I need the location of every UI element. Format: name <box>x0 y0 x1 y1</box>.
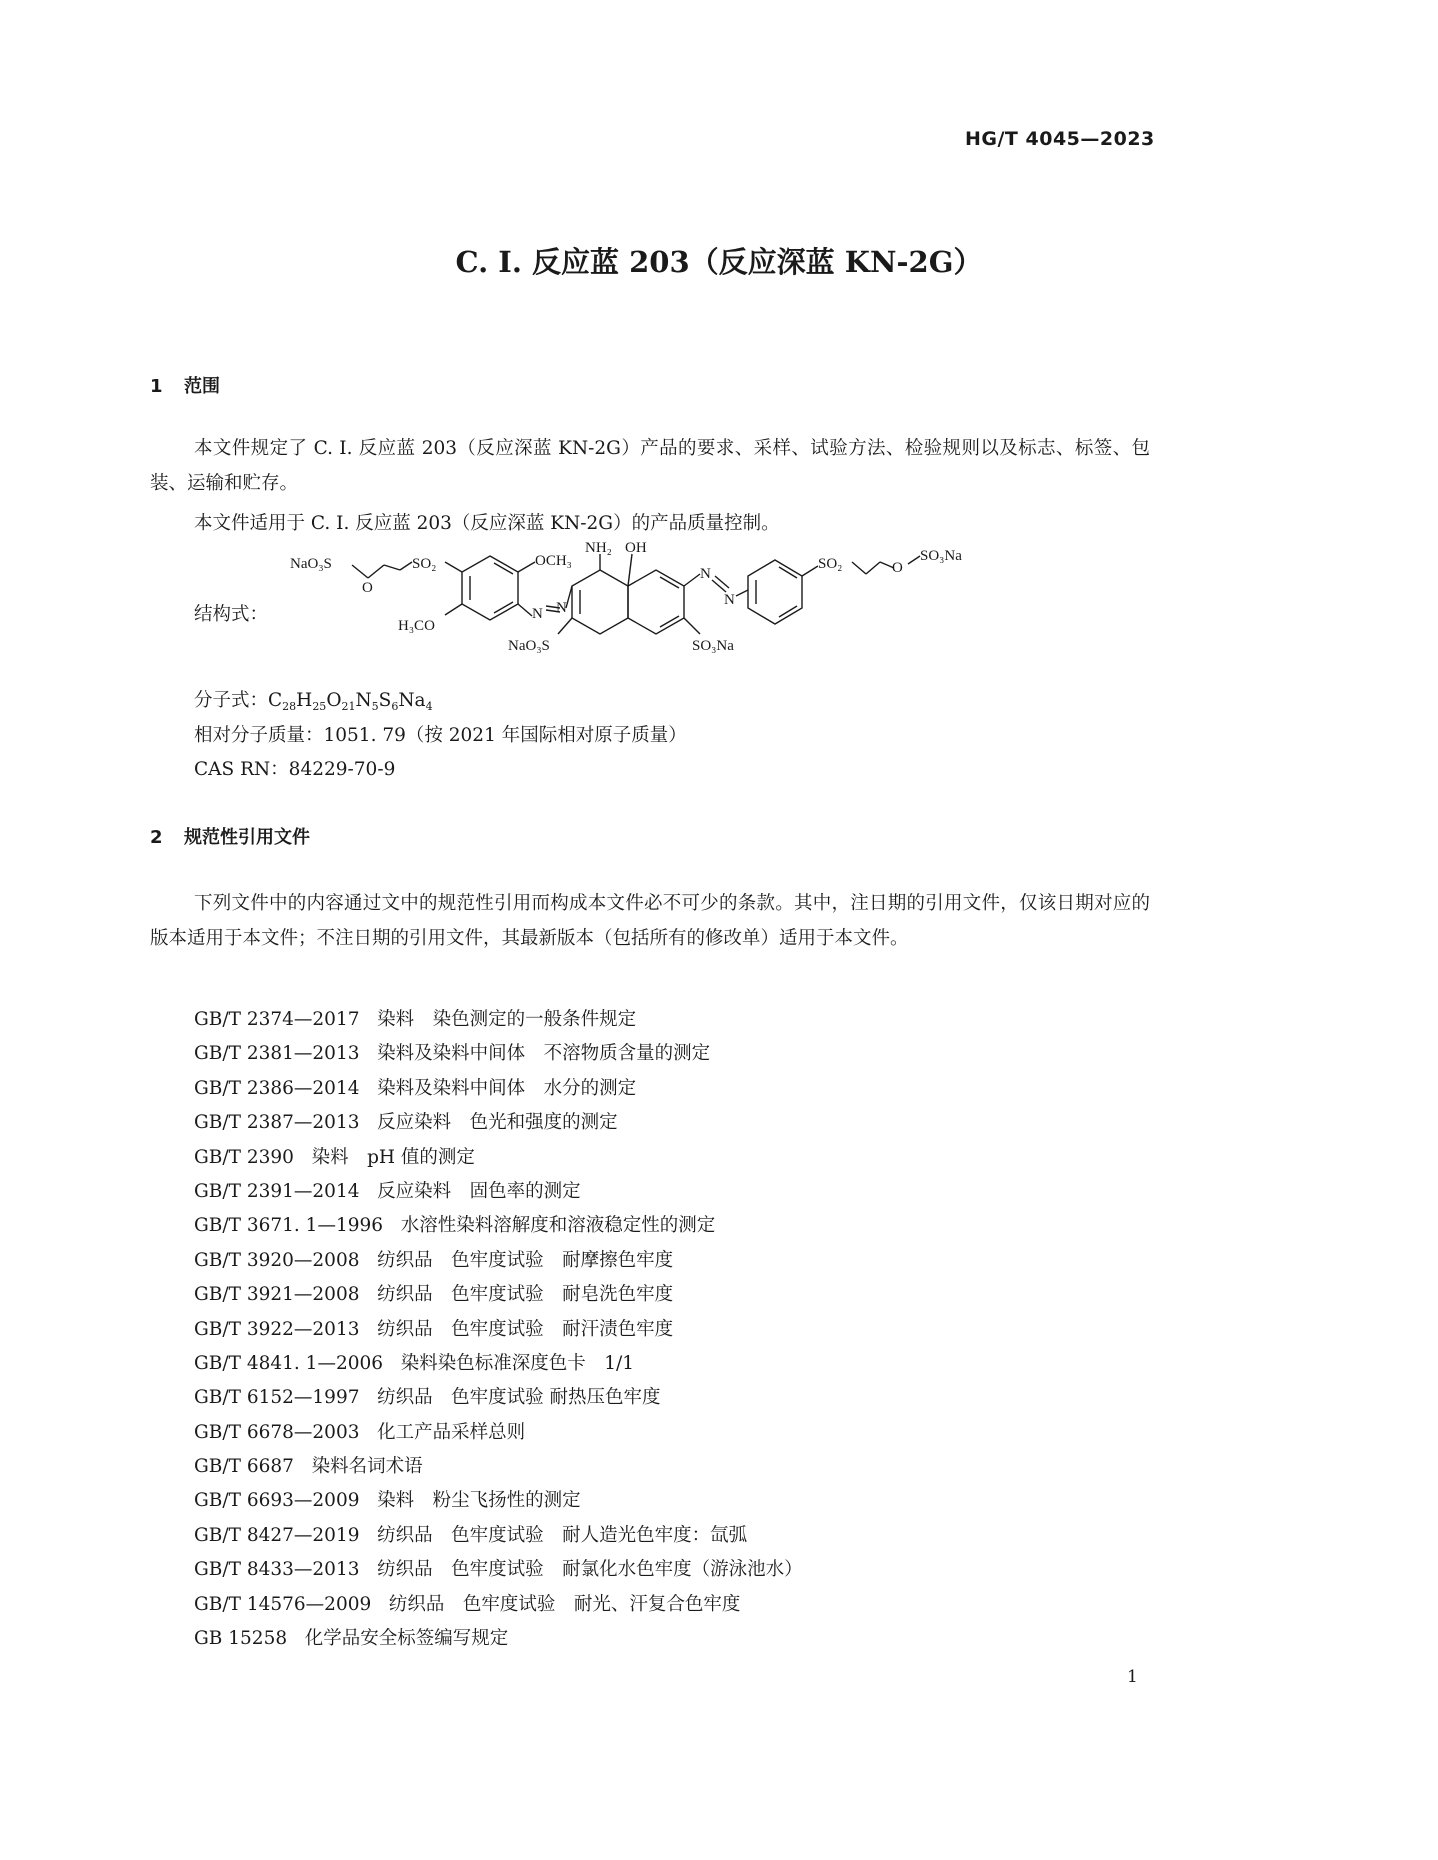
formula-azo-n2: N <box>556 600 567 616</box>
reference-title: 染料 pH 值的测定 <box>311 1146 475 1168</box>
formula-azo-n3: N <box>700 566 711 582</box>
reference-item <box>194 1555 803 1589</box>
formula-element: N <box>355 690 372 711</box>
reference-code: GB/T 2387—2013 <box>194 1112 360 1134</box>
formula-h3co: H₃CO <box>398 618 435 634</box>
formula-so2-right: SO₂ <box>818 556 843 572</box>
formula-subscript: 6 <box>391 700 399 713</box>
reference-title: 反应染料 固色率的测定 <box>377 1180 581 1202</box>
reference-item <box>194 1039 803 1073</box>
reference-title: 纺织品 色牢度试验 耐人造光色牢度：氙弧 <box>377 1524 748 1546</box>
reference-code: GB/T 3671. 1—1996 <box>194 1215 384 1237</box>
page-number: 1 <box>1127 1667 1138 1687</box>
formula-element: O <box>326 690 342 711</box>
reference-item <box>194 1211 803 1245</box>
reference-code: GB 15258 <box>194 1628 288 1650</box>
standard-code: HG/T 4045—2023 <box>965 128 1155 150</box>
reference-title: 纺织品 色牢度试验 耐光、汗复合色牢度 <box>388 1593 741 1615</box>
reference-item <box>194 1349 803 1383</box>
formula-azo-n4: N <box>724 592 735 608</box>
reference-item <box>194 1383 803 1417</box>
section-number: 1 <box>150 376 163 397</box>
reference-title: 纺织品 色牢度试验 耐氯化水色牢度（游泳池水） <box>377 1559 803 1581</box>
formula-azo-n1: N <box>532 606 543 622</box>
reference-title: 染料 粉尘飞扬性的测定 <box>377 1490 581 1512</box>
section-1-heading <box>150 372 220 398</box>
reference-code: GB/T 2390 <box>194 1146 294 1168</box>
reference-code: GB/T 6687 <box>194 1456 294 1478</box>
section-2-heading <box>150 823 310 849</box>
reference-list <box>194 1005 803 1658</box>
scope-paragraph-2: 本文件适用于 C. I. 反应蓝 203（反应深蓝 KN-2G）的产品质量控制。 <box>194 513 780 534</box>
molecular-formula <box>194 686 433 713</box>
reference-code: GB/T 4841. 1—2006 <box>194 1352 384 1374</box>
reference-title: 染料染色标准深度色卡 1/1 <box>400 1352 634 1374</box>
formula-label: 分子式： <box>194 690 269 711</box>
reference-item <box>194 1590 803 1624</box>
reference-title: 纺织品 色牢度试验 耐皂洗色牢度 <box>377 1284 674 1306</box>
reference-item <box>194 1486 803 1520</box>
section-number: 2 <box>150 827 163 848</box>
formula-so3na-right: SO₃Na <box>920 548 962 564</box>
scope-paragraph-1: 本文件规定了 C. I. 反应蓝 203（反应深蓝 KN-2G）产品的要求、采样、试验方法、检验规则以及标志、标签、包装、运输和贮存。 <box>150 438 1150 494</box>
formula-element: S <box>378 690 392 711</box>
structural-formula <box>280 540 1020 670</box>
reference-item <box>194 1177 803 1211</box>
formula-subscript: 5 <box>371 700 379 713</box>
reference-code: GB/T 6693—2009 <box>194 1490 360 1512</box>
reference-code: GB/T 8427—2019 <box>194 1524 360 1546</box>
formula-value <box>268 690 433 711</box>
reference-item <box>194 1005 803 1039</box>
reference-code: GB/T 3920—2008 <box>194 1249 360 1271</box>
reference-item <box>194 1521 803 1555</box>
reference-code: GB/T 2391—2014 <box>194 1180 360 1202</box>
reference-item <box>194 1246 803 1280</box>
reference-title: 染料及染料中间体 水分的测定 <box>377 1077 637 1099</box>
reference-code: GB/T 3922—2013 <box>194 1318 360 1340</box>
reference-title: 反应染料 色光和强度的测定 <box>377 1112 618 1134</box>
molecular-mass: 相对分子质量：1051. 79（按 2021 年国际相对原子质量） <box>194 725 687 746</box>
formula-so3na-bottom: SO₃Na <box>692 638 734 654</box>
reference-item <box>194 1315 803 1349</box>
reference-code: GB/T 6678—2003 <box>194 1421 360 1443</box>
reference-code: GB/T 6152—1997 <box>194 1387 360 1409</box>
reference-title: 染料名词术语 <box>311 1456 423 1478</box>
formula-element: H <box>296 690 313 711</box>
reference-item <box>194 1108 803 1142</box>
reference-code: GB/T 3921—2008 <box>194 1284 360 1306</box>
formula-och3: OCH₃ <box>535 553 572 569</box>
reference-code: GB/T 2374—2017 <box>194 1009 360 1030</box>
document-title: C. I. 反应蓝 203（反应深蓝 KN-2G） <box>455 245 983 279</box>
reference-title: 化工产品采样总则 <box>377 1421 526 1443</box>
formula-group-naso3-left: NaO₃S <box>290 556 332 572</box>
formula-naso3-bottom: NaO₃S <box>508 638 550 654</box>
reference-code: GB/T 2386—2014 <box>194 1077 360 1099</box>
reference-title: 染料 染色测定的一般条件规定 <box>377 1009 637 1030</box>
reference-item <box>194 1143 803 1177</box>
formula-subscript: 25 <box>312 700 327 713</box>
formula-oxygen-right: O <box>892 560 903 576</box>
reference-title: 水溶性染料溶解度和溶液稳定性的测定 <box>400 1215 716 1237</box>
reference-title: 纺织品 色牢度试验 耐热压色牢度 <box>377 1387 661 1409</box>
reference-item <box>194 1418 803 1452</box>
formula-element: C <box>268 690 283 711</box>
reference-title: 化学品安全标签编写规定 <box>304 1628 509 1650</box>
structure-label: 结构式： <box>194 604 269 625</box>
reference-title: 纺织品 色牢度试验 耐摩擦色牢度 <box>377 1249 674 1271</box>
reference-title: 纺织品 色牢度试验 耐汗渍色牢度 <box>377 1318 674 1340</box>
normative-references-paragraph: 下列文件中的内容通过文中的规范性引用而构成本文件必不可少的条款。其中，注日期的引用文件，仅该日期对应的版本适用于本文件；不注日期的引用文件，其最新版本（包括所有的修改单）适用于本文件。 <box>150 893 1150 949</box>
reference-item <box>194 1624 803 1658</box>
formula-nh2: NH₂ <box>585 540 612 556</box>
reference-title: 染料及染料中间体 不溶物质含量的测定 <box>377 1043 711 1065</box>
formula-element: Na <box>398 690 426 711</box>
reference-item <box>194 1074 803 1108</box>
reference-code: GB/T 2381—2013 <box>194 1043 360 1065</box>
section-title: 范围 <box>184 376 220 397</box>
formula-oh: OH <box>625 540 647 556</box>
formula-subscript: 21 <box>341 700 356 713</box>
formula-oxygen-left: O <box>362 580 373 596</box>
reference-code: GB/T 8433—2013 <box>194 1559 360 1581</box>
formula-subscript: 28 <box>282 700 297 713</box>
reference-item <box>194 1452 803 1486</box>
section-title: 规范性引用文件 <box>184 827 310 848</box>
reference-code: GB/T 14576—2009 <box>194 1593 372 1615</box>
reference-item <box>194 1280 803 1314</box>
formula-so2-left: SO₂ <box>412 556 437 572</box>
formula-subscript: 4 <box>425 700 433 713</box>
cas-number: CAS RN：84229-70-9 <box>194 759 396 780</box>
